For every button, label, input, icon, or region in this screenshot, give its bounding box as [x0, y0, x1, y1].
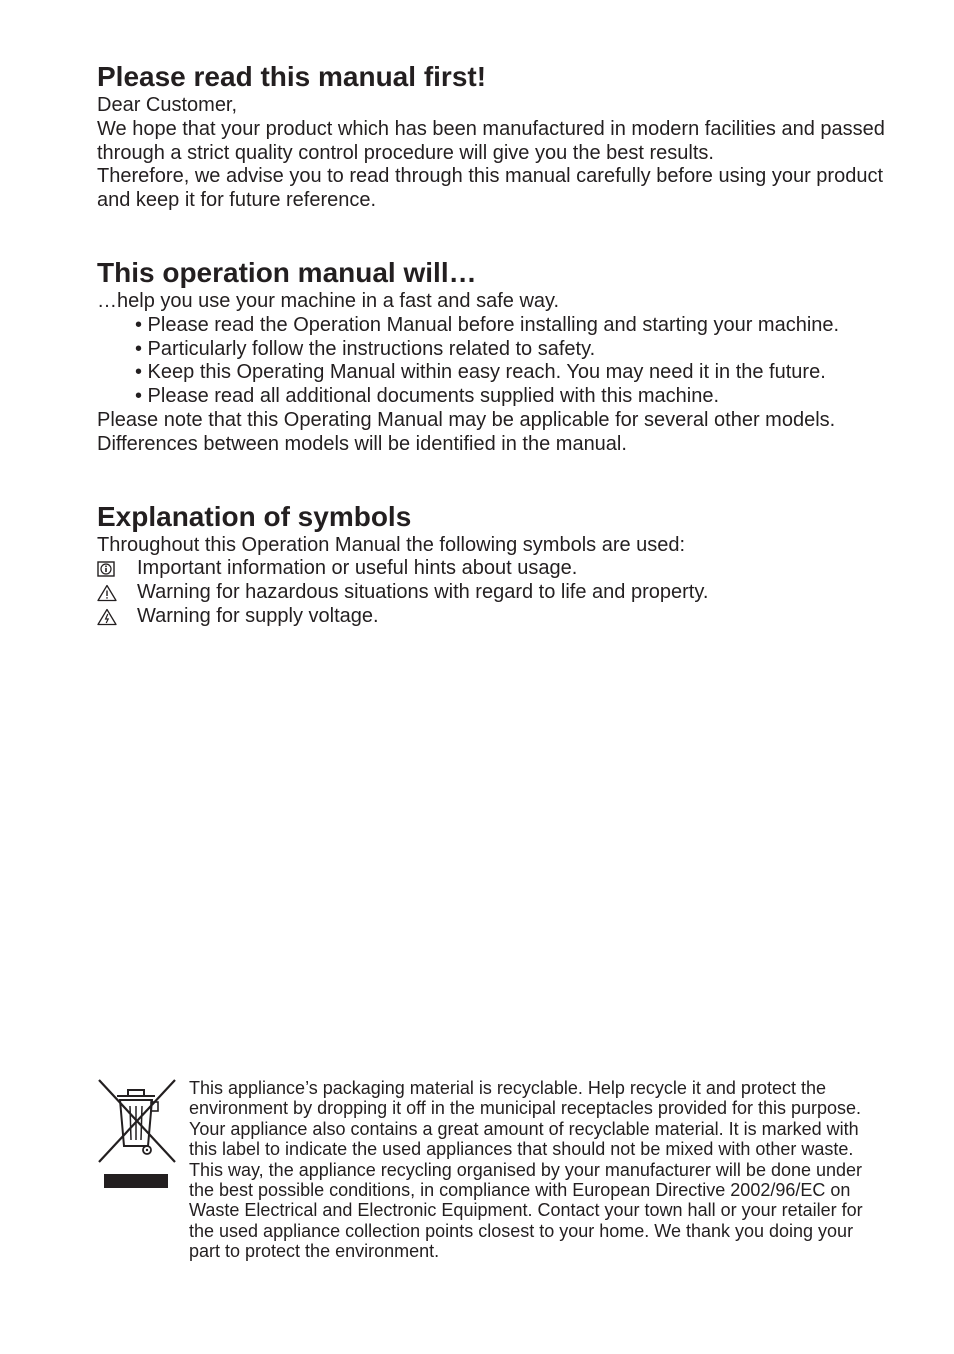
- manual-page: [97, 60, 887, 629]
- symbol-row-info: [97, 557, 887, 581]
- intro-paragraph: We hope that your product which has been manufactured in modern facilities and passed through a strict quality control procedure will give you the best results.: [97, 117, 885, 164]
- advice-paragraph: Therefore, we advise you to read through this manual carefully before using your product and keep it for future reference.: [97, 165, 883, 212]
- symbol-row-warning: [97, 581, 887, 605]
- symbols-intro: Throughout this Operation Manual the following symbols are used:: [97, 533, 686, 556]
- info-icon: [97, 557, 137, 581]
- list-item: [97, 314, 887, 338]
- symbol-text-warning: Warning for hazardous situations with regard to life and property.: [137, 581, 709, 604]
- bullet-text: • Particularly follow the instructions related to safety.: [135, 337, 596, 360]
- heading-manual-will: This operation manual will…: [97, 256, 477, 288]
- list-item: [97, 338, 887, 362]
- symbol-text-info: Important information or useful hints about usage.: [137, 557, 578, 580]
- crossed-out-wheelie-bin-icon: [97, 1078, 177, 1190]
- list-item: [97, 385, 887, 409]
- heading-symbols: Explanation of symbols: [97, 500, 412, 532]
- symbol-text-voltage: Warning for supply voltage.: [137, 604, 379, 627]
- recycling-text: This appliance’s packaging material is recyclable. Help recycle it and protect the environment by dropping it off in the municipal receptacles provided for this purpose. Your appliance also contains a great amount of recyclable material. It is marked with this label to indicate the used appliances that should not be mixed with other waste. This way, the appliance recycling organised by your manufacturer will be done under the best possible conditions, in compliance with European Directive 2002/96/EC on Waste Electrical and Electronic Equipment. Contact your town hall or your retailer for the used appliance collection points closest to your home. We thank you doing your part to protect the environment.: [189, 1078, 863, 1262]
- bullet-text: • Keep this Operating Manual within easy reach. You may need it in the future.: [135, 361, 826, 384]
- warning-triangle-icon: [97, 581, 137, 605]
- section-symbols: [97, 500, 887, 629]
- models-note: Please note that this Operating Manual may be applicable for several other models. Differences between models will be identified in the manual.: [97, 408, 836, 455]
- manual-bullets: [97, 314, 887, 409]
- symbol-row-voltage: [97, 605, 887, 629]
- section-read-first: [97, 60, 887, 213]
- greeting: Dear Customer,: [97, 94, 238, 116]
- bullet-text: • Please read the Operation Manual before installing and starting your machine.: [135, 313, 840, 336]
- list-item: [97, 361, 887, 385]
- heading-read-first: Please read this manual first!: [97, 61, 487, 92]
- manual-will-intro: …help you use your machine in a fast and safe way.: [97, 289, 560, 312]
- warning-triangle-icon: [97, 605, 137, 629]
- section-manual-will: [97, 256, 887, 457]
- bullet-text: • Please read all additional documents supplied with this machine.: [135, 385, 720, 408]
